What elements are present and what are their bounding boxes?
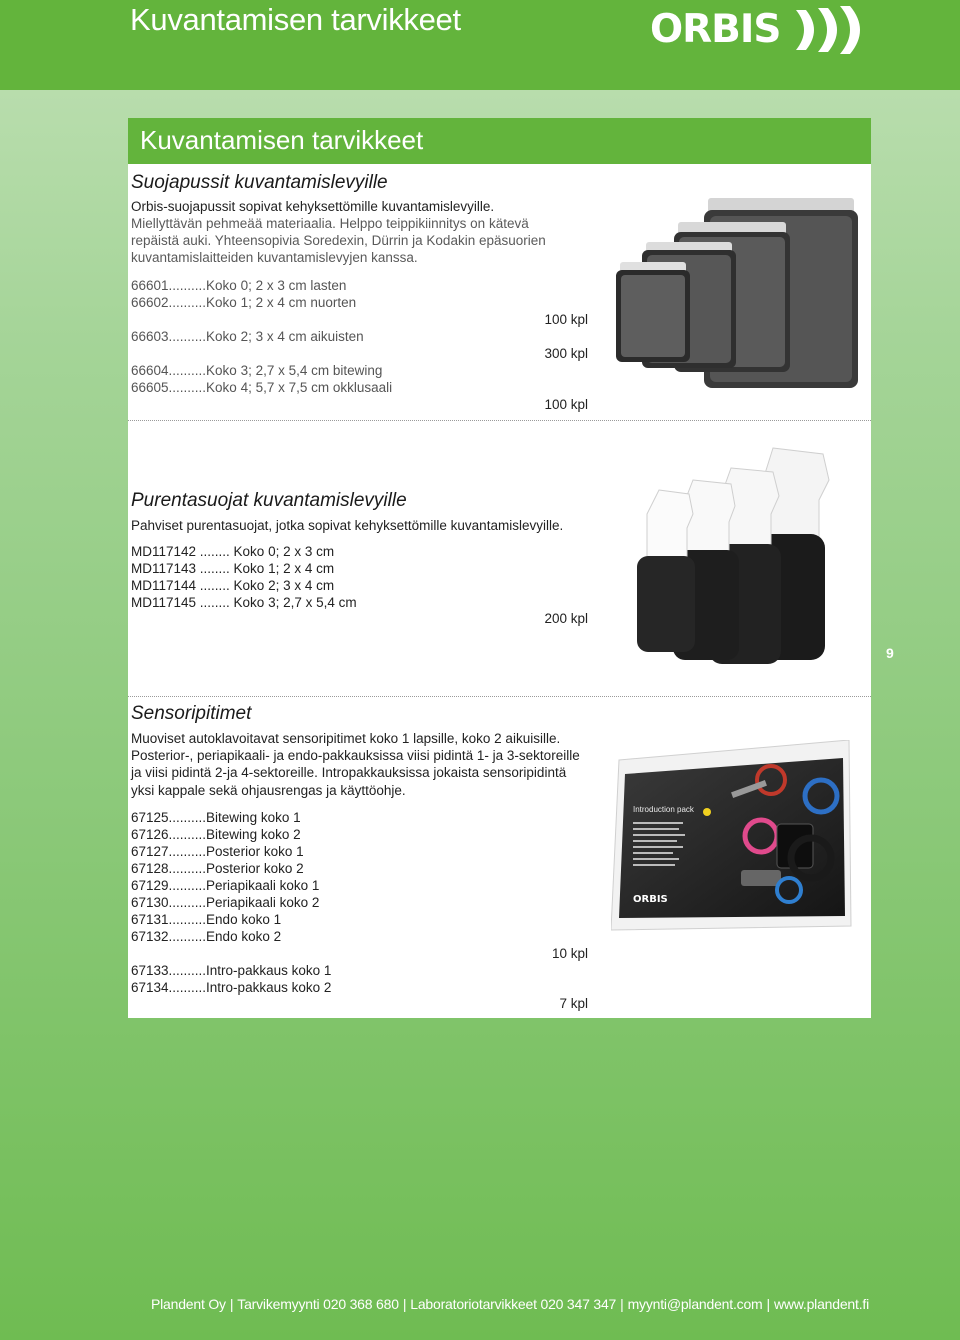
introduction-pack-image — [611, 740, 855, 932]
list-item: 66602..........Koko 1; 2 x 4 cm nuorten — [131, 295, 357, 310]
list-item: 67132..........Endo koko 2 — [131, 929, 282, 944]
pouch-smallest — [616, 262, 690, 362]
list-item: MD117143 ........ Koko 1; 2 x 4 cm — [131, 561, 335, 576]
logo-text: ORBIS — [650, 7, 781, 52]
list-item: 67133..........Intro-pakkaus koko 1 — [131, 963, 332, 978]
section-description: Orbis-suojapussit sopivat kehyksettömille kuvantamislevyille. — [131, 199, 495, 214]
list-item: 67134..........Intro-pakkaus koko 2 — [131, 980, 332, 995]
bite-guards-image — [623, 440, 843, 680]
content-panel — [128, 118, 871, 1018]
list-item: MD117145 ........ Koko 3; 2,7 x 5,4 cm — [131, 595, 357, 610]
footer-email[interactable]: myynti@plandent.com — [627, 1296, 763, 1312]
list-item: 67125..........Bitewing koko 1 — [131, 810, 301, 825]
quantity-label: 300 kpl — [544, 346, 588, 361]
list-item: 67129..........Periapikaali koko 1 — [131, 878, 320, 893]
quantity-label: 100 kpl — [544, 397, 588, 412]
list-item: 67127..........Posterior koko 1 — [131, 844, 304, 859]
list-item: 67126..........Bitewing koko 2 — [131, 827, 301, 842]
box-brand: ORBIS — [633, 894, 668, 905]
page-header-title: Kuvantamisen tarvikkeet — [130, 2, 461, 37]
quantity-label: 10 kpl — [551, 946, 588, 961]
footer-website[interactable]: www.plandent.fi — [773, 1296, 869, 1312]
quantity-label: 200 kpl — [544, 611, 588, 626]
footer-company: Plandent Oy — [150, 1296, 226, 1312]
footer-separator: | — [229, 1296, 234, 1312]
section-divider — [128, 696, 871, 697]
list-item: 66601..........Koko 0; 2 x 3 cm lasten — [131, 278, 347, 293]
list-item: 67128..........Posterior koko 2 — [131, 861, 304, 876]
number-one-badge — [703, 808, 711, 816]
section-description: Pahviset purentasuojat, jotka sopivat kehyksettömille kuvantamislevyille. — [131, 518, 564, 533]
page-number: 9 — [886, 645, 894, 661]
quantity-label: 7 kpl — [559, 996, 588, 1011]
section-title: Purentasuojat kuvantamislevyille — [131, 490, 407, 511]
section-divider — [128, 420, 871, 421]
section-description-detail: Miellyttävän pehmeää materiaalia. Helppo teippikiinnitys on kätevä repäistä auki. Yhteensopivia Soredexin, Dürrin ja Kodakin epäsuorien kuvantamislaitteiden kuvantamislevyjen kanssa. — [131, 216, 546, 266]
list-item: 67130..........Periapikaali koko 2 — [131, 895, 320, 910]
quantity-label: 100 kpl — [544, 312, 588, 327]
bite-guard — [637, 490, 695, 652]
box-label: Introduction pack — [633, 805, 694, 814]
protective-pouches-image — [616, 192, 866, 392]
orbis-wave-icon — [792, 4, 872, 56]
footer-separator: | — [766, 1296, 770, 1312]
list-item: 66603..........Koko 2; 3 x 4 cm aikuisten — [131, 329, 364, 344]
section-title: Suojapussit kuvantamislevyille — [131, 172, 388, 193]
panel-title: Kuvantamisen tarvikkeet — [140, 125, 424, 155]
list-item: MD117142 ........ Koko 0; 2 x 3 cm — [131, 544, 335, 559]
footer-separator: | — [620, 1296, 624, 1312]
section-description: Muoviset autoklavoitavat sensoripitimet koko 1 lapsille, koko 2 aikuisille. Posterior-, periapikaali- ja endo-pakkauksissa viisi pidintä 1- ja 3-sektoreille ja viisi pidintä 2-ja 4-sektoreille. Intropakkauksissa jokaista sensoripidintä yksi kappale sekä ohjausrengas ja käyttöohje. — [131, 731, 580, 798]
list-item: MD117144 ........ Koko 2; 3 x 4 cm — [131, 578, 335, 593]
footer-contact — [0, 1296, 869, 1312]
section-title: Sensoripitimet — [131, 703, 252, 724]
footer-lab-phone: Laboratoriotarvikkeet 020 347 347 — [410, 1296, 617, 1312]
footer-separator: | — [402, 1296, 407, 1312]
list-item: 66604..........Koko 3; 2,7 x 5,4 cm bitewing — [131, 363, 383, 378]
list-item: 67131..........Endo koko 1 — [131, 912, 282, 927]
footer-sales-phone: Tarvikemyynti 020 368 680 — [237, 1296, 399, 1312]
list-item: 66605..........Koko 4; 5,7 x 7,5 cm okklusaali — [131, 380, 393, 395]
panel-header — [128, 118, 871, 164]
